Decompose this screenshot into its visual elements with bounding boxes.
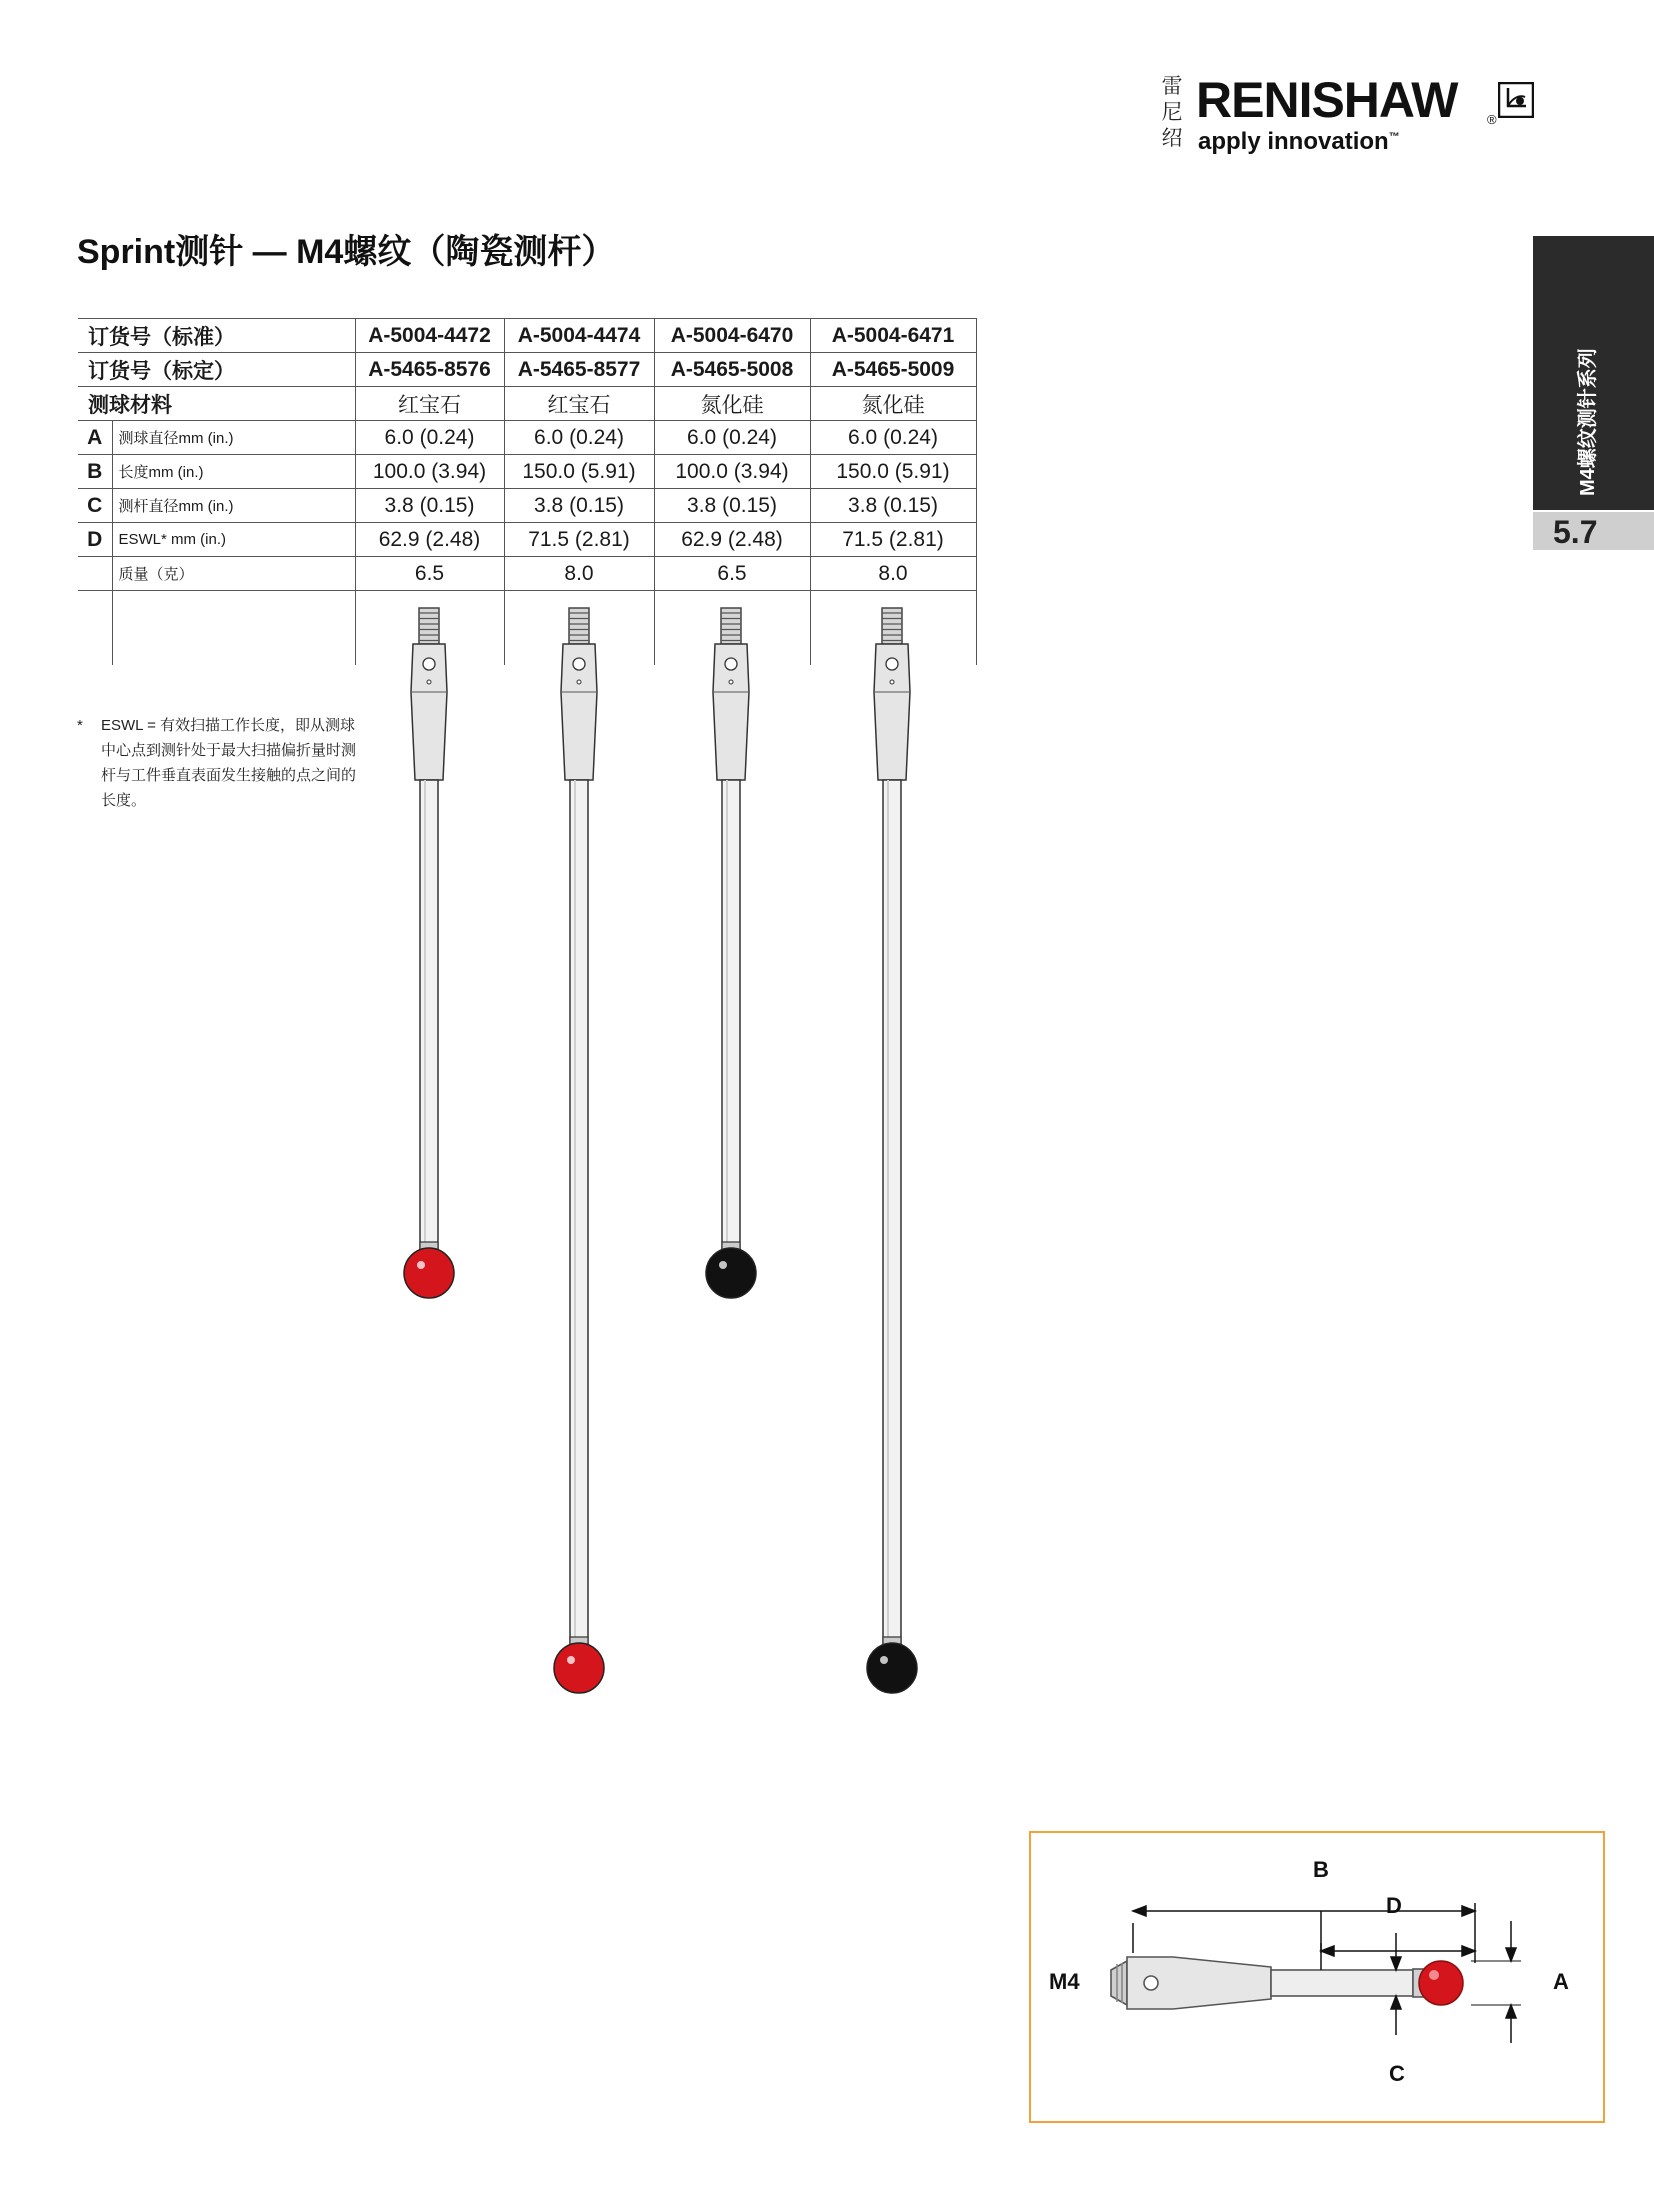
table-cell: 6.0 (0.24): [654, 421, 810, 455]
dimension-diagram: [1029, 1831, 1605, 2123]
dimension-label-d: D: [1386, 1893, 1402, 1918]
table-cell: 6.0 (0.24): [355, 421, 504, 455]
dimension-label-a: A: [1553, 1969, 1569, 1994]
stylus-shaft: [570, 780, 588, 1647]
table-cell: A-5465-5008: [654, 353, 810, 387]
row-key: B: [78, 455, 112, 489]
table-row-a: [78, 421, 976, 455]
registered-mark: ®: [1487, 112, 1497, 127]
body-hole: [423, 658, 435, 670]
table-row-c: [78, 489, 976, 523]
silicon-nitride-ball: [867, 1643, 917, 1693]
stylus-shaft: [722, 780, 740, 1252]
table-cell: 6.5: [654, 557, 810, 591]
section-number: 5.7: [1553, 514, 1598, 550]
stylus-shaft: [883, 780, 901, 1647]
ball-highlight: [880, 1656, 888, 1664]
body-hole: [725, 658, 737, 670]
table-cell: 6.5: [355, 557, 504, 591]
section-tab-title: M4螺纹测针系列: [1577, 348, 1599, 496]
table-row-image: [78, 591, 976, 665]
table-cell: 100.0 (3.94): [654, 455, 810, 489]
body-dot: [577, 680, 581, 684]
eswl-footnote: [77, 713, 367, 813]
table-cell: A-5004-4472: [355, 319, 504, 353]
footnote-mark: *: [77, 717, 83, 734]
table-row-b: [78, 455, 976, 489]
ruby-ball: [404, 1248, 454, 1298]
row-key: A: [78, 421, 112, 455]
logo-wordmark: RENISHAW: [1196, 72, 1458, 128]
ball-highlight: [719, 1261, 727, 1269]
table-row-material: [78, 387, 976, 421]
section-tab: [1533, 236, 1654, 510]
table-cell: 8.0: [504, 557, 654, 591]
table-cell: 100.0 (3.94): [355, 455, 504, 489]
table-cell: 62.9 (2.48): [355, 523, 504, 557]
row-label: 质量（克）: [112, 557, 355, 591]
table-cell: 71.5 (2.81): [810, 523, 976, 557]
table-cell: A-5004-6470: [654, 319, 810, 353]
row-label: 订货号（标定）: [78, 353, 355, 387]
row-key: D: [78, 523, 112, 557]
thread-label: M4: [1049, 1969, 1080, 1994]
table-cell: A-5465-8577: [504, 353, 654, 387]
table-cell: 150.0 (5.91): [810, 455, 976, 489]
body-dot: [729, 680, 733, 684]
table-row-order-std: [78, 319, 976, 353]
table-cell: A-5004-6471: [810, 319, 976, 353]
row-label: 订货号（标准）: [78, 319, 355, 353]
table-cell-empty: [78, 591, 112, 665]
stylus-illustration-3: [696, 600, 766, 1314]
table-cell: 6.0 (0.24): [810, 421, 976, 455]
table-cell: 3.8 (0.15): [654, 489, 810, 523]
row-label: 测球材料: [78, 387, 355, 421]
table-cell: 红宝石: [355, 387, 504, 421]
table-cell: 3.8 (0.15): [504, 489, 654, 523]
table-cell: 3.8 (0.15): [355, 489, 504, 523]
silicon-nitride-ball: [706, 1248, 756, 1298]
table-row-order-cal: [78, 353, 976, 387]
table-cell-empty: [112, 591, 355, 665]
spec-table: [78, 318, 977, 665]
table-cell: 氮化硅: [654, 387, 810, 421]
row-label: ESWL* mm (in.): [112, 523, 355, 557]
ball-highlight: [417, 1261, 425, 1269]
table-cell: 150.0 (5.91): [504, 455, 654, 489]
table-cell: 62.9 (2.48): [654, 523, 810, 557]
dimension-label-b: B: [1313, 1857, 1329, 1882]
table-cell: 8.0: [810, 557, 976, 591]
page-title: Sprint测针 — M4螺纹（陶瓷测杆）: [77, 233, 616, 271]
table-row-mass: [78, 557, 976, 591]
section-number-tab: [1533, 512, 1654, 550]
row-label: 测杆直径mm (in.): [112, 489, 355, 523]
body-hole: [573, 658, 585, 670]
row-label: 长度mm (in.): [112, 455, 355, 489]
body-dot: [890, 680, 894, 684]
stylus-illustration-4: [857, 600, 927, 1709]
table-row-d: [78, 523, 976, 557]
table-cell: 3.8 (0.15): [810, 489, 976, 523]
table-cell: 氮化硅: [810, 387, 976, 421]
dimension-label-c: C: [1389, 2061, 1405, 2086]
table-cell: A-5465-5009: [810, 353, 976, 387]
logo-tagline: apply innovation™: [1198, 128, 1400, 155]
renishaw-probe-icon: [1498, 82, 1534, 118]
table-cell: 71.5 (2.81): [504, 523, 654, 557]
table-cell: 红宝石: [504, 387, 654, 421]
footnote-text: ESWL = 有效扫描工作长度，即从测球中心点到测针处于最大扫描偏折量时测杆与工件垂直表面发生接触的点之间的长度。: [101, 717, 357, 809]
body-dot: [427, 680, 431, 684]
body-hole: [886, 658, 898, 670]
table-cell: 6.0 (0.24): [504, 421, 654, 455]
row-key-empty: [78, 557, 112, 591]
stylus-illustration-2: [544, 600, 614, 1709]
renishaw-logo: [1160, 72, 1540, 162]
stylus-illustration-1: [394, 600, 464, 1314]
stylus-shaft: [420, 780, 438, 1252]
table-cell: A-5465-8576: [355, 353, 504, 387]
logo-chinese-name: 雷 尼 绍: [1161, 75, 1183, 150]
row-label: 测球直径mm (in.): [112, 421, 355, 455]
ruby-ball: [554, 1643, 604, 1693]
row-key: C: [78, 489, 112, 523]
ball-highlight: [567, 1656, 575, 1664]
table-cell: A-5004-4474: [504, 319, 654, 353]
